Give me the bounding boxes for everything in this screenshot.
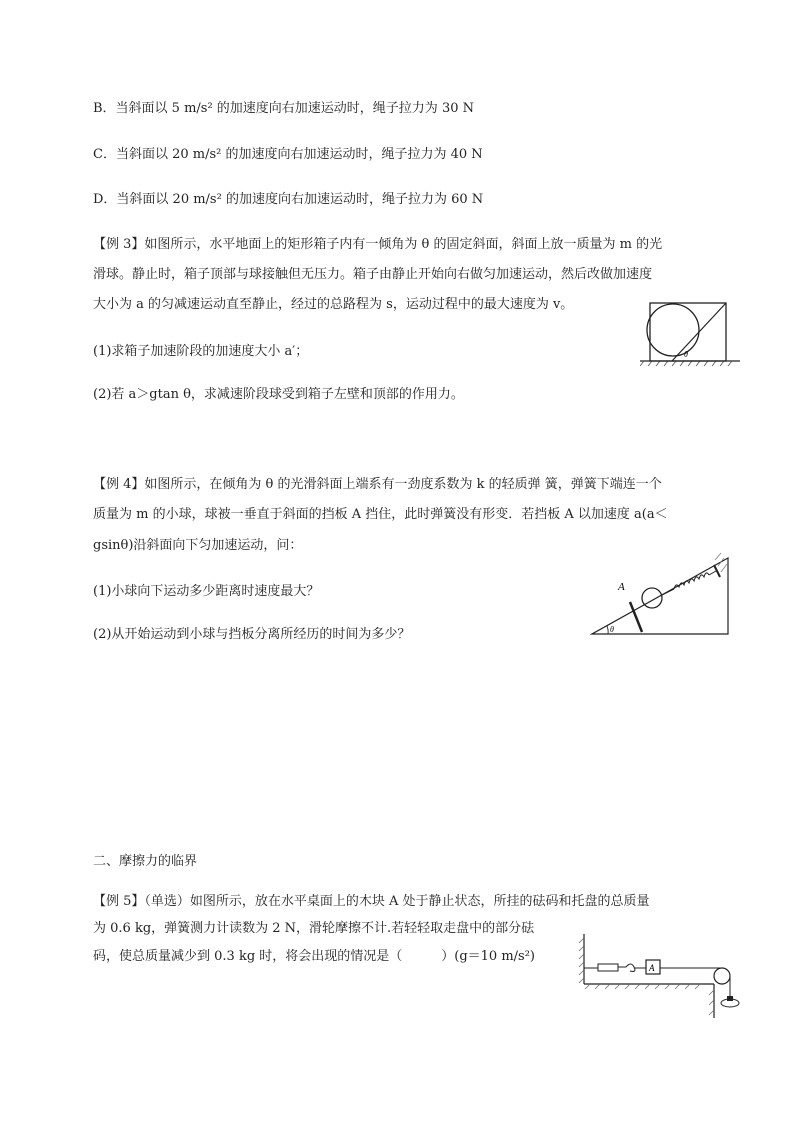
example4-question1: (1)小球向下运动多少距离时速度最大？ xyxy=(93,584,320,599)
example5-line3: 码，使总质量减少到 0.3 kg 时，将会出现的情况是（ ）(g＝10 m/s²) xyxy=(93,949,536,964)
example4-line1 xyxy=(93,476,662,494)
option-d: D．当斜面以 20 m/s² 的加速度向右加速运动时，绳子拉力为 60 N xyxy=(93,192,484,207)
spring-incline-figure xyxy=(590,548,740,640)
example3-question1: (1)求箱子加速阶段的加速度大小 a′； xyxy=(93,344,309,359)
example3-line3: 大小为 a 的匀减速运动直至静止，经过的总路程为 s，运动过程中的最大速度为 v。 xyxy=(93,297,574,312)
example5-text1: （单选）如图所示，放在水平桌面上的木块 A 处于静止状态，所挂的砝码和托盘的总质量 xyxy=(144,894,650,909)
example3-text1: 如图所示，水平地面上的矩形箱子内有一倾角为 θ 的固定斜面，斜面上放一质量为 m 的光 xyxy=(144,237,663,252)
section-heading: 二、摩擦力的临界 xyxy=(93,854,198,869)
box-incline-figure xyxy=(640,298,740,370)
example4-line2: 质量为 m 的小球，球被一垂直于斜面的挡板 A 挡住，此时弹簧没有形变．若挡板 A 以加速度 a(a＜ xyxy=(93,507,668,522)
example4-question2: (2)从开始运动到小球与挡板分离所经历的时间为多少？ xyxy=(93,627,411,642)
example5-line1 xyxy=(93,893,650,911)
example3-line1 xyxy=(93,236,662,254)
option-c: C．当斜面以 20 m/s² 的加速度向右加速运动时，绳子拉力为 40 N xyxy=(93,147,483,162)
theta-label: θ xyxy=(610,625,614,634)
example3-line2: 滑球。静止时，箱子顶部与球接触但无压力。箱子由静止开始向右做匀加速运动，然后改做加速度 xyxy=(93,267,653,282)
pulley-table-figure xyxy=(576,930,748,1020)
example4-text1: 如图所示，在倾角为 θ 的光滑斜面上端系有一劲度系数为 k 的轻质弹 簧，弹簧下端连一个 xyxy=(144,477,662,492)
example4-tag: 【例 4】 xyxy=(93,477,145,492)
example5-tag: 【例 5】 xyxy=(93,894,145,909)
example4-line3: gsinθ)沿斜面向下匀加速运动，问： xyxy=(93,538,303,553)
theta-label: θ xyxy=(684,350,688,359)
example3-tag: 【例 3】 xyxy=(93,237,145,252)
example5-line2: 为 0.6 kg，弹簧测力计读数为 2 N，滑轮摩擦不计.若轻轻取走盘中的部分砝 xyxy=(93,921,535,936)
block-label: A xyxy=(649,963,655,973)
option-b: B．当斜面以 5 m/s² 的加速度向右加速运动时，绳子拉力为 30 N xyxy=(93,101,474,116)
board-label: A xyxy=(618,581,625,593)
example3-question2: (2)若 a＞gtan θ，求减速阶段球受到箱子左壁和顶部的作用力。 xyxy=(93,387,464,402)
